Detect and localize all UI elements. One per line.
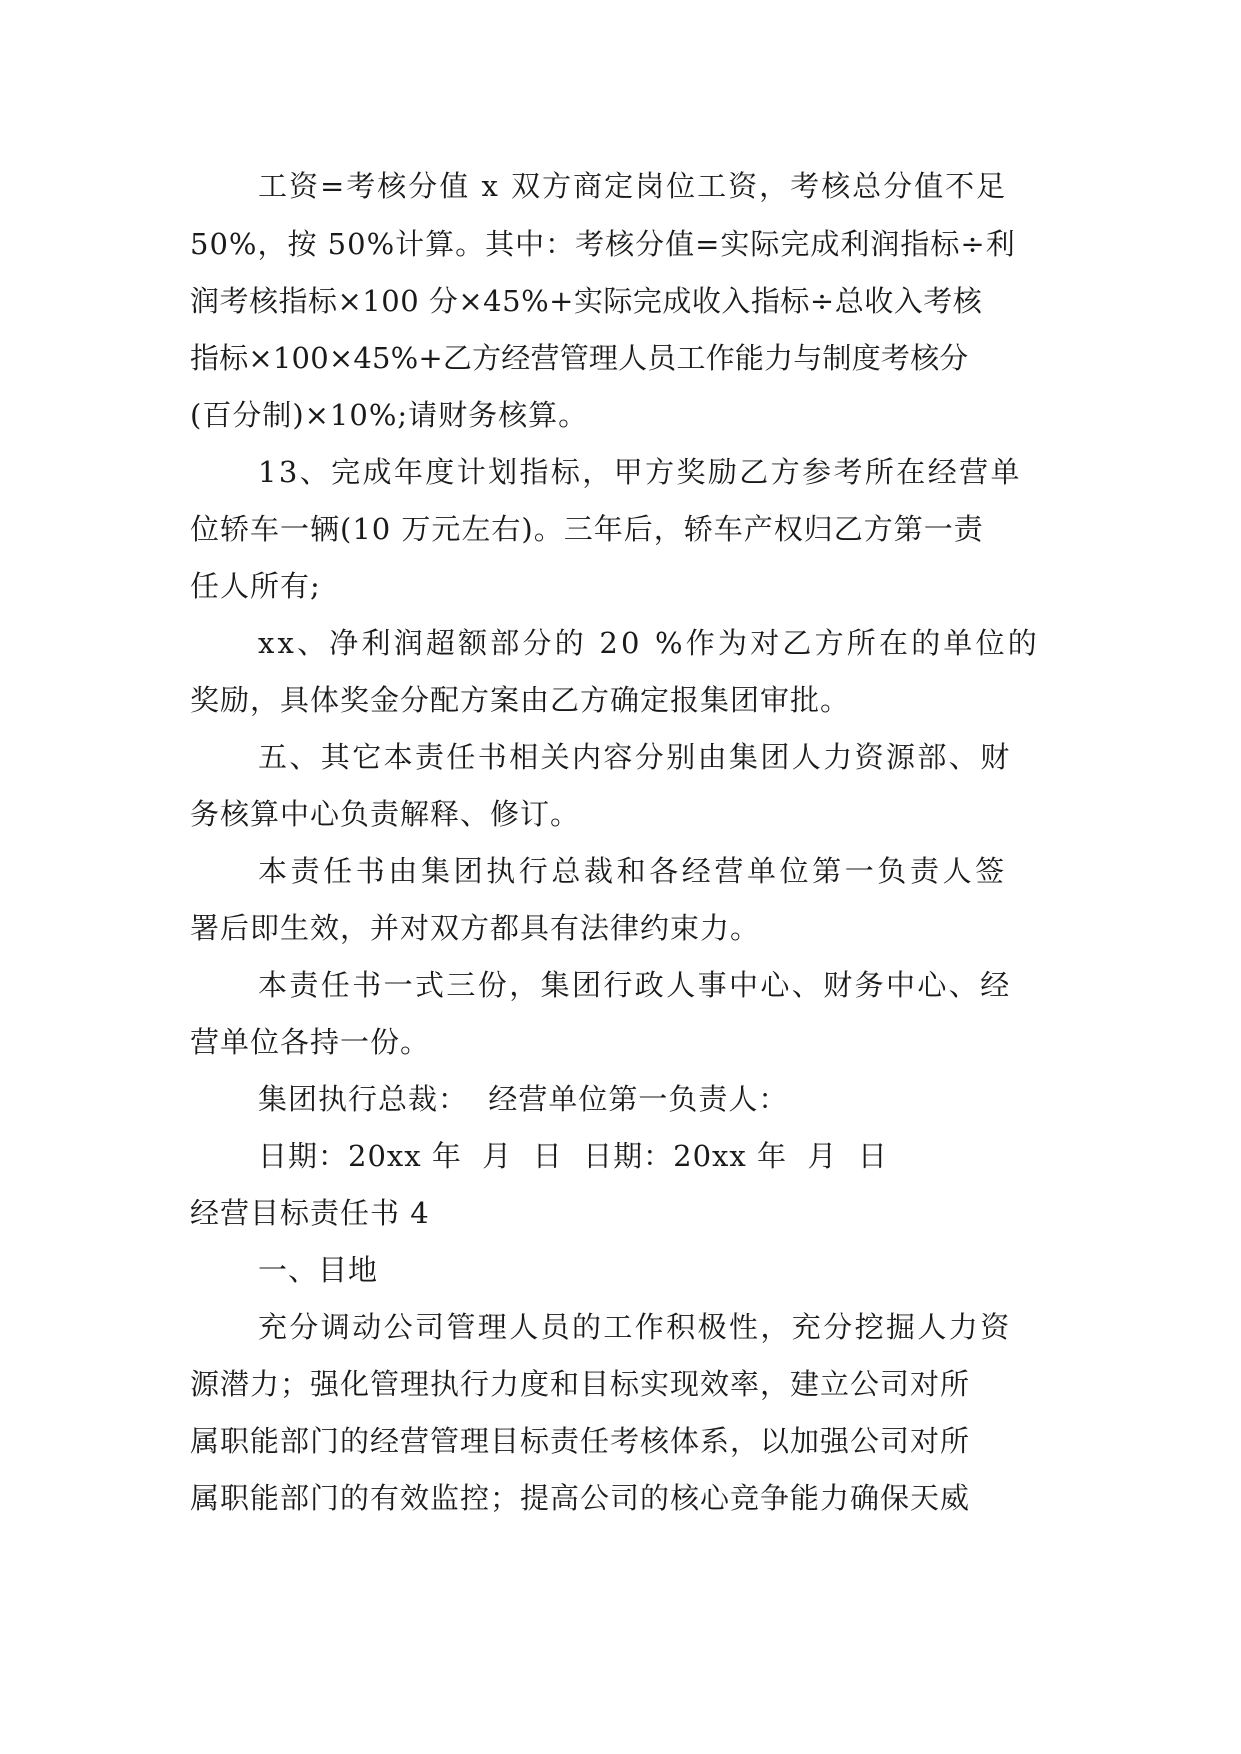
- paragraph-line: 本责任书由集团执行总裁和各经营单位第一负责人签: [258, 854, 1008, 888]
- paragraph-line: 务核算中心负责解释、修订。: [190, 797, 581, 831]
- date-line: 日期：20xx 年 月 日 日期：20xx 年 月 日: [258, 1139, 888, 1173]
- paragraph-line: xx、净利润超额部分的 20 %作为对乙方所在的单位的: [258, 626, 1041, 660]
- paragraph-line: 13、完成年度计划指标，甲方奖励乙方参考所在经营单: [258, 455, 1022, 489]
- paragraph-line: 五、其它本责任书相关内容分别由集团人力资源部、财: [258, 740, 1012, 774]
- paragraph-line: 指标×100×45%+乙方经营管理人员工作能力与制度考核分: [190, 341, 969, 375]
- paragraph-line: 署后即生效，并对双方都具有法律约束力。: [190, 911, 761, 945]
- paragraph-line: 奖励，具体奖金分配方案由乙方确定报集团审批。: [190, 683, 851, 717]
- paragraph-line: 位轿车一辆(10 万元左右)。三年后，轿车产权归乙方第一责: [190, 512, 984, 546]
- paragraph-line: 充分调动公司管理人员的工作积极性，充分挖掘人力资: [258, 1310, 1012, 1344]
- paragraph-line: 任人所有;: [190, 569, 321, 603]
- paragraph-line: 本责任书一式三份，集团行政人事中心、财务中心、经: [258, 968, 1012, 1002]
- paragraph-line: 属职能部门的经营管理目标责任考核体系，以加强公司对所: [190, 1424, 971, 1458]
- paragraph-line: 润考核指标×100 分×45%+实际完成收入指标÷总收入考核: [190, 284, 983, 318]
- paragraph-line: (百分制)×10%;请财务核算。: [190, 398, 589, 432]
- paragraph-line: 工资=考核分值 x 双方商定岗位工资，考核总分值不足: [258, 169, 1008, 203]
- section-title: 经营目标责任书 4: [190, 1196, 430, 1230]
- section-heading: 一、目地: [258, 1253, 379, 1287]
- paragraph-line: 属职能部门的有效监控；提高公司的核心竞争能力确保天威: [190, 1481, 971, 1515]
- signature-line: 集团执行总裁： 经营单位第一负责人：: [258, 1082, 789, 1116]
- paragraph-line: 50%，按 50%计算。其中：考核分值=实际完成利润指标÷利: [190, 227, 1016, 261]
- paragraph-line: 营单位各持一份。: [190, 1025, 431, 1059]
- paragraph-line: 源潜力；强化管理执行力度和目标实现效率，建立公司对所: [190, 1367, 971, 1401]
